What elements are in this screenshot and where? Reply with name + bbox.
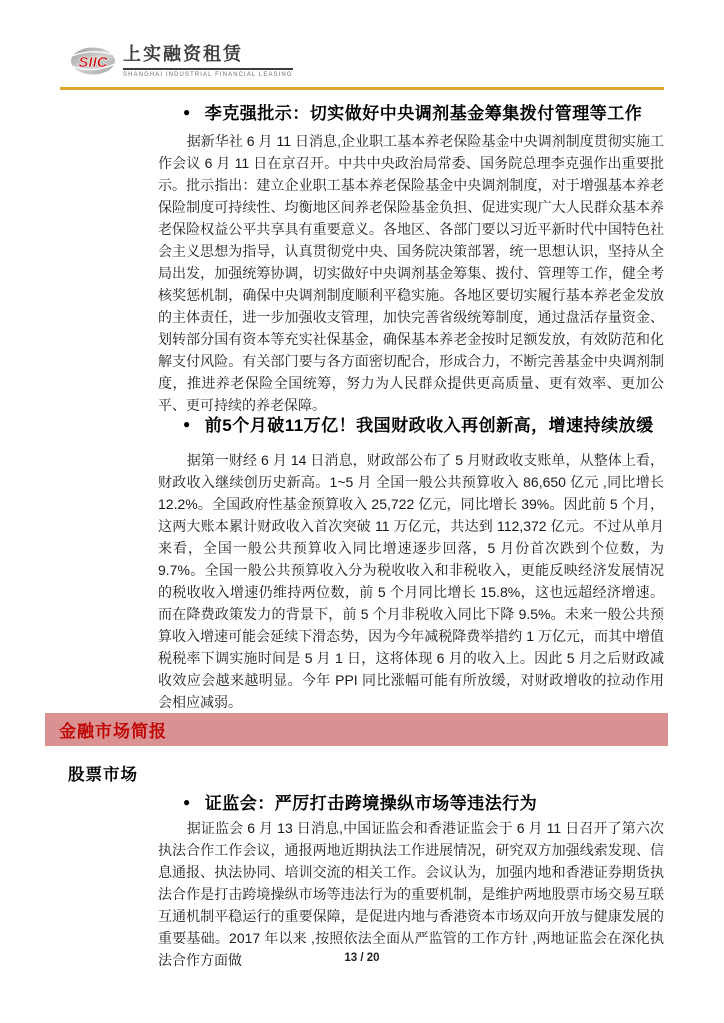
bullet-icon: ● [183,416,191,431]
article-1-body: 据新华社 6 月 11 日消息,企业职工基本养老保险基金中央调剂制度贯彻实施工作会议 6 月 11 日在京召开。中共中央政治局常委、国务院总理李克强作出重要批示。批示指出：建立企业职工基本养老保险基金中央调剂制度，对于增强基本养老保险制度可持续性、均衡地区间养老保险基金负担、促进实现广大人民群众基本养老保险权益公平共享具有重要意义。各地区、各部门要以习近平新时代中国特色社会主义思想为指导，认真贯彻党中央、国务院决策部署，统一思想认识，坚持从全局出发，加强统筹协调，切实做好中央调剂基金筹集、拨付、管理等工作，健全考核奖惩机制，确保中央调剂制度顺利平稳实施。各地区要切实履行基本养老金发放的主体责任，进一步加强收支管理，加快完善省级统筹制度，通过盘活存量资金、划转部分国有资本等充实社保基金，确保基本养老金按时足额发放，有效防范和化解支付风险。有关部门要与各方面密切配合，形成合力，不断完善基金中央调剂制度，推进养老保险全国统筹，努力为人民群众提供更高质量、更有效率、更加公平、更可持续的养老保障。 [158,133,664,413]
logo-chinese-name: 上实融资租赁 [123,45,293,70]
bullet-icon: ● [183,794,191,809]
logo-siic-text: SIIC [78,54,108,71]
article-3-title: 证监会：严厉打击跨境操纵市场等违法行为 [204,794,538,813]
company-logo [70,45,293,78]
article-2-body: 据第一财经 6 月 14 日消息，财政部公布了 5 月财政收支账单，从整体上看，财政收入继续创历史新高。1~5 月 全国一般公共预算收入 86,650 亿元 ,同比增长 12.2%。全国政府性基金预算收入 25,722 亿元，同比增长 39%。因此前 5 个月，这两大账本累计财政收入首次突破 11 万亿元，共达到 112,372 亿元。不过从单月来看，全国一般公共预算收入同比增速逐步回落，5 月份首次跌到个位数，为 9.7%。全国一般公共预算收入分为税收收入和非税收入，更能反映经济发展情况的税收收入增速仍维持两位数，前 5 个月同比增长 15.8%，这也远超经济增速。而在降费政策发力的背景下，前 5 个月非税收入同比下降 9.5%。未来一般公共预算收入增速可能会延续下滑态势，因为今年减税降费举措约 1 万亿元，而其中增值税税率下调实施时间是 5 月 1 日，这将体现 6 月的收入上。因此 5 月之后财政减收效应会越来越明显。今年 PPI 同比涨幅可能有所放缓，对财政增收的拉动作用会相应减弱。 [158,452,664,710]
subsection-title: 股票市场 [68,766,138,784]
page-number: 13 / 20 [344,952,380,964]
section-banner [45,713,668,746]
logo-english-name: SHANGHAI INDUSTRIAL FINANCIAL LEASING [123,71,293,78]
article-3-body: 据证监会 6 月 13 日消息,中国证监会和香港证监会于 6 月 11 日召开了第六次执法合作工作会议，通报两地近期执法工作进展情况，研究双方加强线索发现、信息通报、执法协同、培训交流的相关工作。会议认为，加强内地和香港证券期货执法合作是打击跨境操纵市场等违法行为的重要机制，是维护两地股票市场交易互联互通机制平稳运行的重要保障，是促进内地与香港资本市场双向开放与健康发展的重要基础。2017 年以来 ,按照依法全面从严监管的工作方针 ,两地证监会在深化执法合作方面做 [158,820,664,968]
article-3-heading [183,789,537,814]
article-2-heading [183,411,654,436]
siic-globe-icon [70,45,116,77]
bullet-icon: ● [183,104,191,119]
logo-text-column [123,45,293,78]
article-1-title: 李克强批示：切实做好中央调剂基金筹集拨付管理等工作 [204,104,643,123]
article-2-title: 前5个月破11万亿！我国财政收入再创新高，增速持续放缓 [204,416,654,435]
section-banner-title: 金融市场简报 [59,722,167,741]
article-1-heading [183,99,642,124]
header-divider [60,87,664,90]
